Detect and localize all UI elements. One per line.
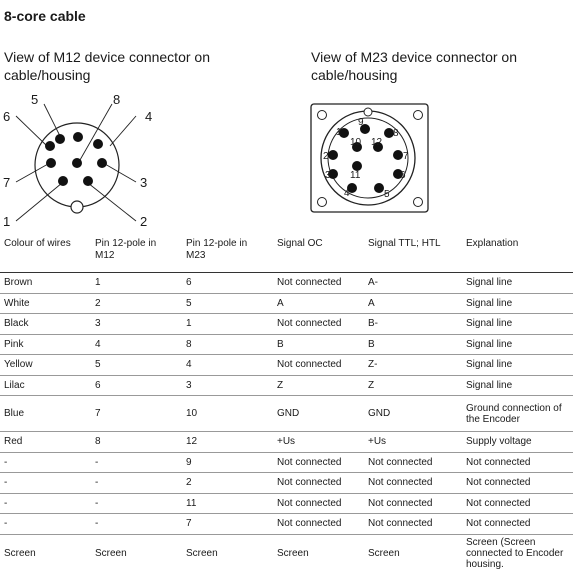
- table-cell: Not connected: [273, 493, 364, 514]
- m23-label-5: 5: [384, 189, 390, 200]
- table-cell: A: [273, 293, 364, 314]
- table-cell: -: [91, 514, 182, 535]
- table-cell: 6: [182, 273, 273, 294]
- column-header: Signal TTL; HTL: [364, 234, 462, 273]
- m12-label-6: 6: [3, 109, 11, 124]
- table-cell: Screen: [95, 547, 127, 559]
- m23-label-4: 4: [344, 188, 350, 199]
- table-cell: 6: [91, 375, 182, 396]
- table-cell: Red: [0, 432, 91, 453]
- table-cell: -: [91, 473, 182, 494]
- table-cell: Not connected: [364, 493, 462, 514]
- m12-pin-2: [83, 176, 93, 186]
- m12-pin-3: [97, 158, 107, 168]
- m23-pin-5: [374, 183, 384, 193]
- table-cell: +Us: [364, 432, 462, 453]
- table-cell: Signal line: [462, 334, 573, 355]
- m12-connector-diagram: [0, 88, 160, 230]
- m23-view-title: View of M23 device connector on cable/housing: [311, 49, 517, 83]
- m23-label-8: 8: [393, 128, 399, 139]
- m12-label-3: 3: [140, 175, 148, 190]
- m12-pin-5: [55, 134, 65, 144]
- table-row: [0, 432, 573, 453]
- m12-pin-4: [93, 139, 103, 149]
- table-cell: 3: [182, 375, 273, 396]
- table-cell: Screen: [368, 547, 400, 559]
- table-cell: 7: [91, 396, 182, 432]
- table-cell: Screen (Screen connected to Encoder housing.: [466, 536, 564, 570]
- column-header: Signal OC: [273, 234, 364, 273]
- m23-pin-7: [393, 150, 403, 160]
- table-row: [0, 355, 573, 376]
- table-cell: Not connected: [273, 514, 364, 535]
- table-row: [0, 396, 573, 432]
- table-cell: 1: [91, 273, 182, 294]
- m12-keyway: [71, 201, 83, 213]
- table-row: [0, 273, 573, 294]
- table-cell: B-: [364, 314, 462, 335]
- m12-pin-1: [58, 176, 68, 186]
- table-cell: Not connected: [462, 473, 573, 494]
- table-cell: Not connected: [364, 452, 462, 473]
- m23-label-9: 9: [358, 117, 364, 128]
- table-cell: Not connected: [273, 355, 364, 376]
- table-cell: Not connected: [462, 514, 573, 535]
- m23-label-10: 10: [350, 137, 362, 148]
- table-cell: Supply voltage: [462, 432, 573, 453]
- table-cell: Not connected: [273, 314, 364, 335]
- table-cell: 10: [182, 396, 273, 432]
- table-row: [0, 375, 573, 396]
- page-heading: 8-core cable: [4, 8, 86, 24]
- table-cell: -: [0, 514, 91, 535]
- table-cell: 1: [182, 314, 273, 335]
- m23-connector-diagram: [300, 100, 440, 218]
- m12-label-2: 2: [140, 214, 148, 229]
- table-cell: Yellow: [0, 355, 91, 376]
- m23-label-3: 3: [325, 170, 331, 181]
- table-row: [0, 452, 573, 473]
- m23-pin-2: [328, 150, 338, 160]
- column-header: Colour of wires: [0, 234, 91, 273]
- table-cell: 5: [182, 293, 273, 314]
- table-cell: Not connected: [273, 452, 364, 473]
- table-cell: Screen: [186, 547, 218, 559]
- table-cell: Screen: [4, 547, 36, 559]
- m23-label-11: 11: [350, 170, 361, 181]
- table-cell: Not connected: [462, 493, 573, 514]
- table-cell: Signal line: [462, 314, 573, 335]
- table-cell: Signal line: [462, 293, 573, 314]
- m23-label-7: 7: [403, 151, 409, 162]
- table-cell: 4: [182, 355, 273, 376]
- table-row: [0, 493, 573, 514]
- table-cell: -: [0, 473, 91, 494]
- m12-label-8: 8: [113, 92, 121, 107]
- table-cell: Z: [364, 375, 462, 396]
- table-cell: 5: [91, 355, 182, 376]
- table-cell: Screen: [277, 547, 309, 559]
- table-cell: 2: [91, 293, 182, 314]
- table-cell: Black: [0, 314, 91, 335]
- table-cell: Signal line: [462, 375, 573, 396]
- table-cell: 8: [182, 334, 273, 355]
- table-cell: White: [0, 293, 91, 314]
- table-cell: Signal line: [462, 355, 573, 376]
- table-cell: 3: [91, 314, 182, 335]
- m23-label-1: 1: [336, 127, 342, 138]
- table-cell: GND: [364, 396, 462, 432]
- pin-assignment-table: [0, 234, 573, 572]
- m12-label-7: 7: [3, 175, 11, 190]
- table-cell: Signal line: [462, 273, 573, 294]
- table-cell: 7: [182, 514, 273, 535]
- table-row: [0, 534, 573, 572]
- table-cell: Pink: [0, 334, 91, 355]
- m12-pin-8: [72, 158, 82, 168]
- table-row: [0, 473, 573, 494]
- table-cell: 4: [91, 334, 182, 355]
- m23-label-2: 2: [323, 151, 329, 162]
- table-row: [0, 334, 573, 355]
- m23-key: [364, 108, 372, 116]
- m23-label-6: 6: [400, 170, 406, 181]
- table-cell: -: [91, 493, 182, 514]
- table-cell: 12: [182, 432, 273, 453]
- table-cell: -: [0, 493, 91, 514]
- m12-view-title: View of M12 device connector on cable/housing: [4, 49, 210, 83]
- m12-label-4: 4: [145, 109, 153, 124]
- table-cell: +Us: [273, 432, 364, 453]
- table-cell: B: [273, 334, 364, 355]
- table-cell: Not connected: [364, 473, 462, 494]
- table-cell: B: [364, 334, 462, 355]
- table-cell: Not connected: [462, 452, 573, 473]
- table-cell: Ground connection of the Encoder: [462, 396, 573, 432]
- table-cell: Z: [273, 375, 364, 396]
- table-cell: -: [91, 452, 182, 473]
- table-row: [0, 514, 573, 535]
- table-cell: Brown: [0, 273, 91, 294]
- table-cell: A-: [364, 273, 462, 294]
- table-cell: -: [0, 452, 91, 473]
- m23-mount-hole-tl: [318, 111, 327, 120]
- column-header: Pin 12-pole in M12: [91, 234, 182, 273]
- table-cell: Lilac: [0, 375, 91, 396]
- m23-mount-hole-bl: [318, 198, 327, 207]
- column-header: Pin 12-pole in M23: [182, 234, 273, 273]
- table-cell: Not connected: [273, 273, 364, 294]
- m23-mount-hole-br: [414, 198, 423, 207]
- table-cell: Not connected: [273, 473, 364, 494]
- m12-pin-8-top: [73, 132, 83, 142]
- table-cell: Blue: [0, 396, 91, 432]
- m12-label-1: 1: [3, 214, 11, 229]
- table-cell: 2: [182, 473, 273, 494]
- table-header-row: [0, 234, 573, 273]
- m23-label-12: 12: [371, 137, 383, 148]
- table-row: [0, 293, 573, 314]
- table-cell: Z-: [364, 355, 462, 376]
- m12-pin-7: [46, 158, 56, 168]
- m12-pin-6: [45, 141, 55, 151]
- table-cell: Not connected: [364, 514, 462, 535]
- m23-mount-hole-tr: [414, 111, 423, 120]
- table-row: [0, 314, 573, 335]
- table-cell: 8: [91, 432, 182, 453]
- m12-label-5: 5: [31, 92, 39, 107]
- table-cell: A: [364, 293, 462, 314]
- table-cell: 9: [182, 452, 273, 473]
- column-header: Explanation: [462, 234, 573, 273]
- table-cell: GND: [273, 396, 364, 432]
- table-cell: 11: [182, 493, 273, 514]
